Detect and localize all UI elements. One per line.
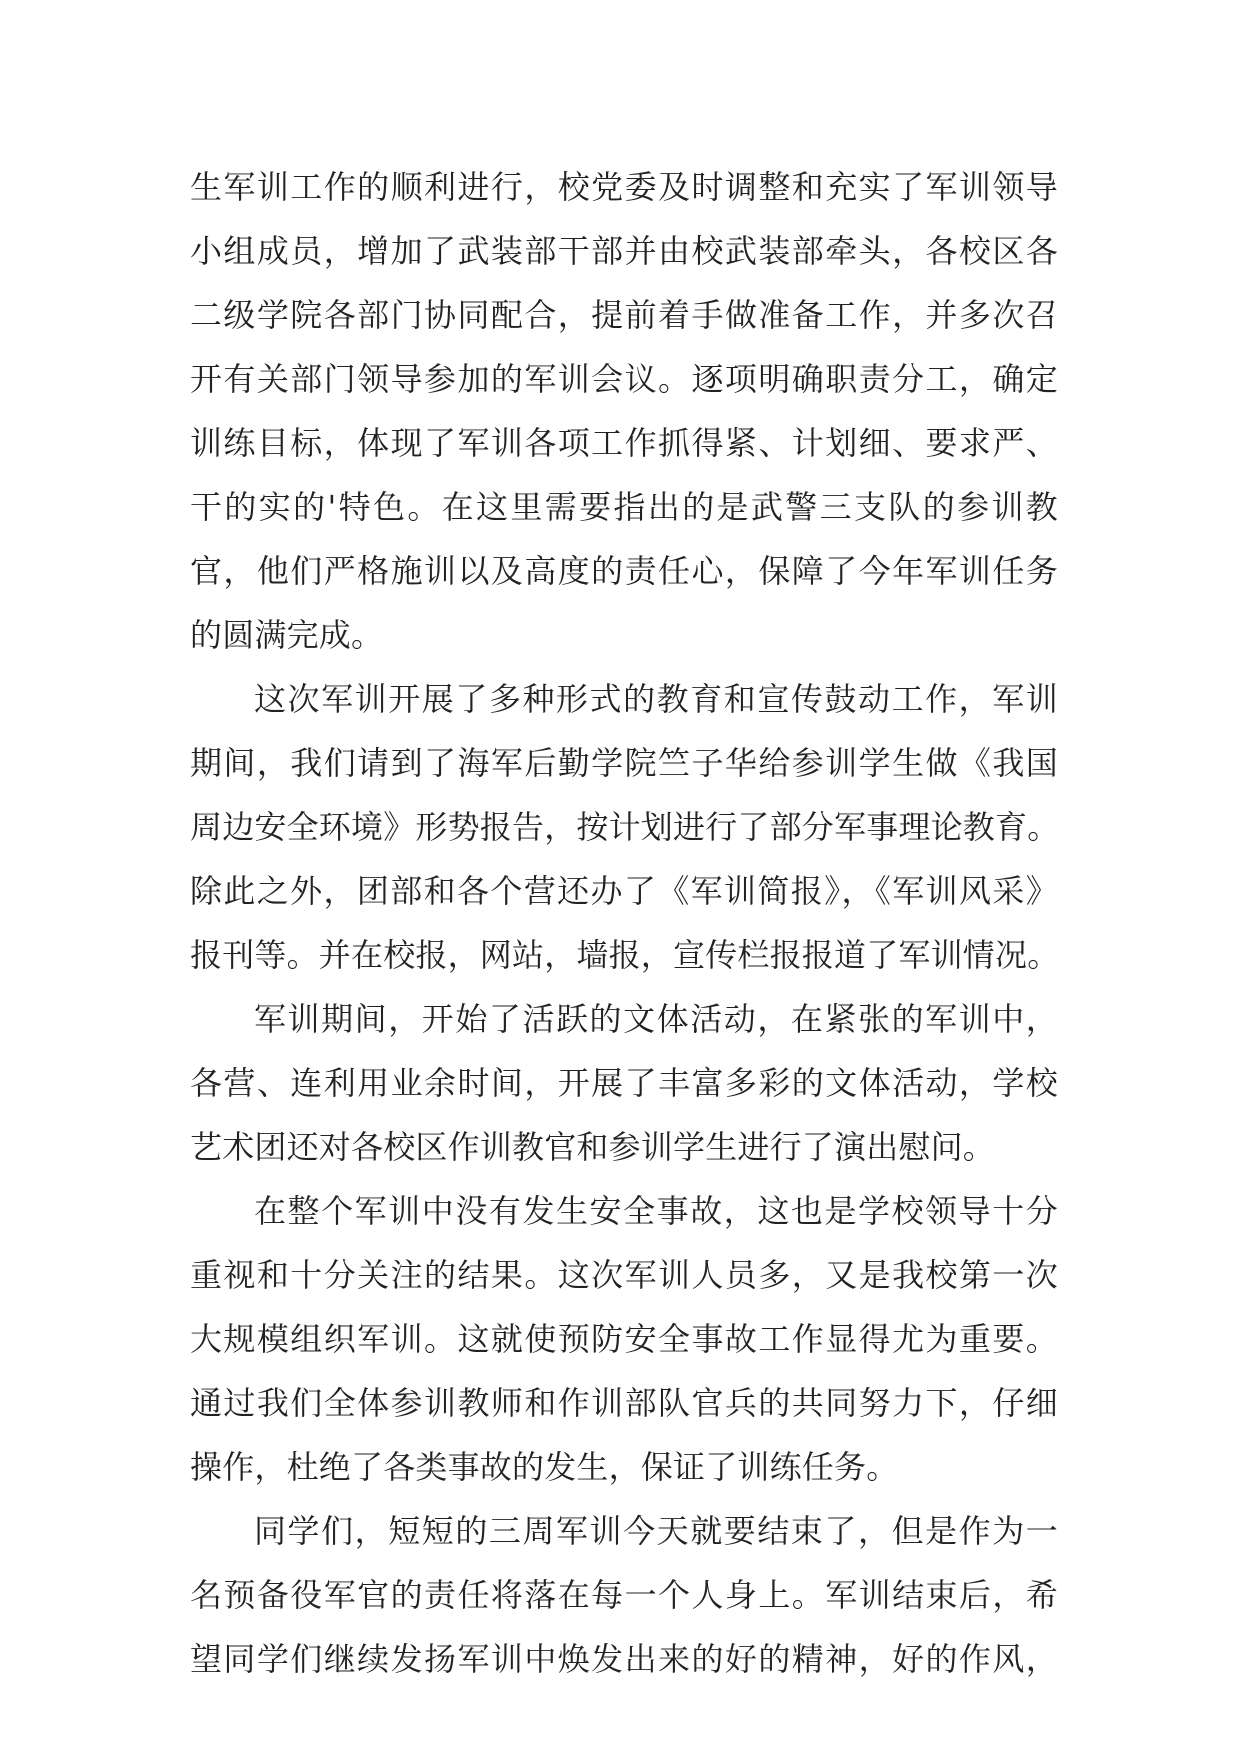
text-line: 这次军训开展了多种形式的教育和宣传鼓动工作，军训 (254, 680, 1058, 718)
text-line: 小组成员，增加了武装部干部并由校武装部牵头，各校区各 (190, 232, 1058, 270)
paragraph (190, 1179, 1058, 1499)
text-line: 训练目标，体现了军训各项工作抓得紧、计划细、要求严、 (190, 424, 1058, 462)
text-line: 名预备役军官的责任将落在每一个人身上。军训结束后，希 (190, 1576, 1058, 1614)
text-line: 通过我们全体参训教师和作训部队官兵的共同努力下，仔细 (190, 1384, 1058, 1422)
text-line: 在整个军训中没有发生安全事故，这也是学校领导十分 (254, 1192, 1058, 1230)
paragraph (190, 1499, 1058, 1691)
text-line: 艺术团还对各校区作训教官和参训学生进行了演出慰问。 (190, 1128, 996, 1166)
text-line: 除此之外，团部和各个营还办了《军训简报》，《军训风采》 (190, 872, 1058, 910)
text-line: 报刊等。并在校报，网站，墙报，宣传栏报报道了军训情况。 (190, 936, 1060, 974)
text-line: 二级学院各部门协同配合，提前着手做准备工作，并多次召 (190, 296, 1058, 334)
paragraph (190, 667, 1058, 987)
text-line: 重视和十分关注的结果。这次军训人员多，又是我校第一次 (190, 1256, 1058, 1294)
text-line: 大规模组织军训。这就使预防安全事故工作显得尤为重要。 (190, 1320, 1058, 1358)
text-line: 干的实的'特色。在这里需要指出的是武警三支队的参训教 (190, 488, 1058, 526)
text-line: 军训期间，开始了活跃的文体活动，在紧张的军训中， (254, 1000, 1058, 1038)
text-line: 同学们，短短的三周军训今天就要结束了，但是作为一 (254, 1512, 1058, 1550)
text-line: 各营、连利用业余时间，开展了丰富多彩的文体活动，学校 (190, 1064, 1058, 1102)
text-line: 操作，杜绝了各类事故的发生，保证了训练任务。 (190, 1448, 899, 1486)
text-line: 开有关部门领导参加的军训会议。逐项明确职责分工，确定 (190, 360, 1058, 398)
text-line: 的圆满完成。 (190, 616, 384, 654)
text-line: 生军训工作的顺利进行，校党委及时调整和充实了军训领导 (190, 168, 1058, 206)
text-line: 周边安全环境》形势报告，按计划进行了部分军事理论教育。 (190, 808, 1060, 846)
body-text (190, 155, 1058, 1691)
text-line: 官，他们严格施训以及高度的责任心，保障了今年军训任务 (190, 552, 1058, 590)
text-line: 期间，我们请到了海军后勤学院竺子华给参训学生做《我国 (190, 744, 1058, 782)
text-line: 望同学们继续发扬军训中焕发出来的好的精神，好的作风， (190, 1640, 1058, 1678)
paragraph (190, 987, 1058, 1179)
paragraph (190, 155, 1058, 667)
